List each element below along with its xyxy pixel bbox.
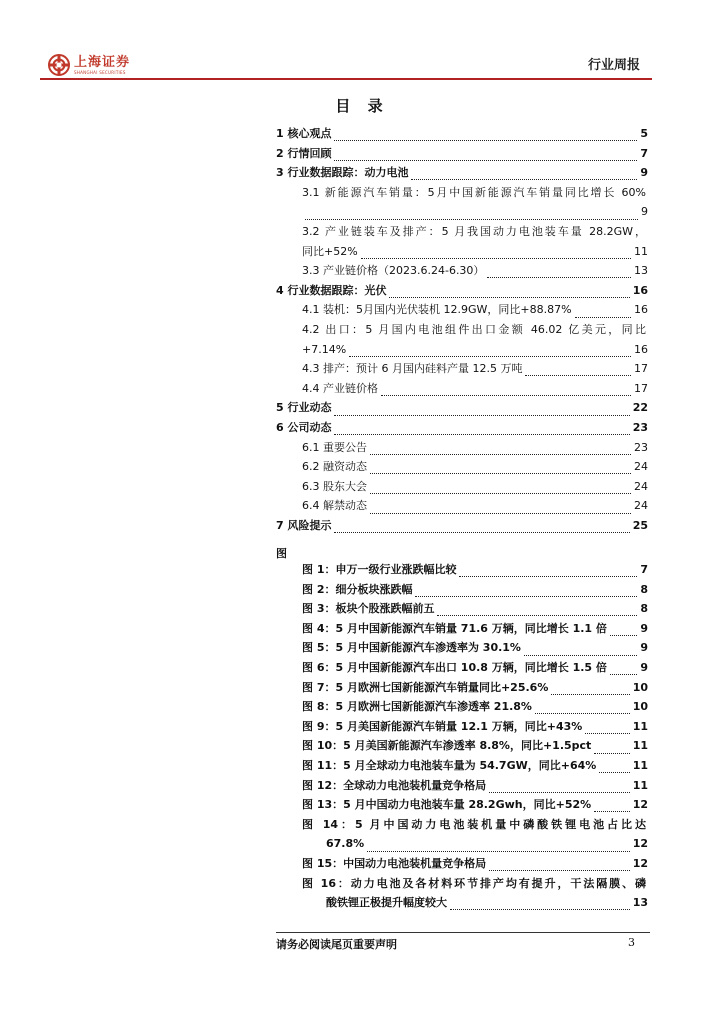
entry-page-number: 10: [632, 700, 648, 714]
entry-page-number: 16: [632, 283, 648, 297]
leader-dots: [585, 723, 629, 734]
leader-dots: [489, 860, 630, 871]
leader-dots: [361, 248, 631, 259]
entry-page-number: 22: [632, 401, 648, 415]
entry-page-number: 5: [640, 127, 648, 140]
leader-dots: [367, 841, 630, 852]
figure-entry[interactable]: [276, 874, 648, 894]
entry-label: 3.2 产业链装车及排产：5 月我国动力电池装车量 28.2GW，: [302, 222, 648, 242]
figure-entry[interactable]: [276, 795, 648, 815]
figure-entry[interactable]: [276, 619, 648, 639]
entry-page-number: 7: [640, 563, 648, 576]
entry-label: 同比+52%: [302, 242, 360, 262]
logo-chinese: 上海证券: [74, 54, 131, 70]
entry-page-number: 9: [641, 205, 648, 219]
toc-entry[interactable]: [276, 281, 648, 301]
entry-page-number: 11: [634, 244, 648, 258]
toc-subentry[interactable]: [276, 438, 648, 458]
entry-page-number: 7: [640, 146, 648, 160]
leader-dots: [610, 625, 637, 636]
entry-page-number: 12: [632, 856, 648, 870]
figure-entry[interactable]: [276, 599, 648, 619]
figure-entry[interactable]: [276, 736, 648, 756]
leader-dots: [305, 209, 638, 220]
entry-page-number: 16: [634, 303, 648, 317]
logo-english: SHANGHAI SECURITIES: [74, 69, 126, 75]
entry-label: 图 6：5 月中国新能源汽车出口 10.8 万辆，同比增长 1.5 倍: [302, 658, 609, 678]
toc-subentry[interactable]: [276, 320, 648, 340]
leader-dots: [437, 605, 637, 616]
figures-title: 图: [276, 547, 287, 560]
entry-page-number: 11: [632, 739, 648, 753]
leader-dots: [370, 444, 631, 455]
entry-label: 图 11：5 月全球动力电池装车量为 54.7GW，同比+64%: [302, 756, 598, 776]
entry-label: 7 风险提示: [276, 516, 333, 536]
entry-page-number: 24: [634, 460, 648, 474]
leader-dots: [381, 385, 631, 396]
report-type: 行业周报: [587, 58, 640, 73]
entry-label: 1 核心观点: [276, 124, 333, 144]
leader-dots: [389, 287, 629, 298]
leader-dots: [370, 463, 631, 474]
entry-label: 4.1 装机：5月国内光伏装机 12.9GW，同比+88.87%: [302, 300, 574, 320]
entry-label: +7.14%: [302, 340, 348, 360]
entry-label: 图 13：5 月中国动力电池装车量 28.2Gwh，同比+52%: [302, 795, 593, 815]
entry-page-number: 11: [632, 758, 648, 772]
leader-dots: [370, 503, 631, 514]
entry-label: 6.3 股东大会: [302, 477, 369, 497]
entry-label: 3.3 产业链价格（2023.6.24-6.30）: [302, 261, 486, 281]
toc-subentry[interactable]: [276, 457, 648, 477]
figure-entry[interactable]: [276, 697, 648, 717]
leader-dots: [599, 762, 629, 773]
toc-subentry[interactable]: [276, 340, 648, 360]
leader-dots: [334, 150, 637, 161]
leader-dots: [575, 307, 631, 318]
toc-entry[interactable]: [276, 163, 648, 183]
entry-page-number: 11: [632, 719, 648, 733]
entry-page-number: 9: [640, 641, 648, 655]
leader-dots: [524, 645, 637, 656]
figure-entry[interactable]: [276, 854, 648, 874]
header-divider: [40, 78, 652, 80]
toc-subentry[interactable]: [276, 477, 648, 497]
entry-label: 图 4：5 月中国新能源汽车销量 71.6 万辆，同比增长 1.1 倍: [302, 619, 609, 639]
entry-label: 4.4 产业链价格: [302, 379, 380, 399]
leader-dots: [487, 267, 631, 278]
footer-divider: [276, 932, 650, 933]
entry-label: 67.8%: [326, 834, 366, 854]
entry-page-number: 12: [632, 837, 648, 851]
figure-entry[interactable]: [276, 893, 648, 913]
entry-page-number: 23: [632, 420, 648, 434]
entry-label: 3.1 新能源汽车销量：5月中国新能源汽车销量同比增长 60%: [302, 183, 648, 203]
toc-subentry[interactable]: [276, 183, 648, 203]
entry-page-number: 12: [632, 798, 648, 812]
entry-label: 图 2：细分板块涨跌幅: [302, 580, 414, 600]
entry-page-number: 9: [640, 166, 648, 180]
entry-label: 4.2 出口：5 月国内电池组件出口金额 46.02 亿美元，同比: [302, 320, 648, 340]
figure-entry[interactable]: [276, 638, 648, 658]
page-header: [40, 48, 650, 76]
figure-entry[interactable]: [276, 678, 648, 698]
toc-subentry[interactable]: [276, 242, 648, 262]
leader-dots: [594, 743, 629, 754]
entry-label: 图 9：5 月美国新能源汽车销量 12.1 万辆，同比+43%: [302, 717, 584, 737]
entry-page-number: 9: [640, 621, 648, 635]
toc-entry[interactable]: [276, 398, 648, 418]
entry-page-number: 11: [632, 778, 648, 792]
leader-dots: [535, 703, 630, 714]
toc-title: 目 录: [335, 97, 389, 115]
entry-label: 酸铁锂正极提升幅度较大: [326, 893, 449, 913]
figure-entry[interactable]: [276, 776, 648, 796]
leader-dots: [334, 424, 629, 435]
toc-subentry[interactable]: [276, 496, 648, 516]
logo: [48, 54, 130, 76]
figure-entry[interactable]: [276, 834, 648, 854]
entry-page-number: 8: [640, 582, 648, 596]
entry-page-number: 10: [632, 680, 648, 694]
figure-entry[interactable]: [276, 580, 648, 600]
toc-entry[interactable]: [276, 516, 648, 536]
entry-label: 4 行业数据跟踪：光伏: [276, 281, 388, 301]
toc-subentry[interactable]: [276, 300, 648, 320]
entry-page-number: 13: [634, 264, 648, 278]
entry-label: 图 5：5 月中国新能源汽车渗透率为 30.1%: [302, 638, 523, 658]
leader-dots: [489, 782, 630, 793]
figure-entry[interactable]: [276, 756, 648, 776]
leader-dots: [610, 664, 637, 675]
entry-label: 6.1 重要公告: [302, 438, 369, 458]
entry-page-number: 9: [640, 660, 648, 674]
leader-dots: [334, 522, 629, 533]
toc-subentry[interactable]: [276, 379, 648, 399]
entry-page-number: 23: [634, 440, 648, 454]
entry-label: 图 14：5 月中国动力电池装机量中磷酸铁锂电池占比达: [302, 815, 648, 835]
figure-entry[interactable]: [276, 717, 648, 737]
entry-page-number: 24: [634, 499, 648, 513]
entry-label: 5 行业动态: [276, 398, 333, 418]
entry-label: 6.2 融资动态: [302, 457, 369, 477]
toc-entry[interactable]: [276, 124, 648, 144]
entry-page-number: 8: [640, 602, 648, 616]
figure-entry[interactable]: [276, 560, 648, 580]
toc-subentry[interactable]: [276, 261, 648, 281]
leader-dots: [334, 130, 637, 141]
entry-label: 6 公司动态: [276, 418, 333, 438]
entry-label: 图 7：5 月欧洲七国新能源汽车销量同比+25.6%: [302, 678, 550, 698]
figure-list: [276, 560, 648, 913]
entry-page-number: 16: [634, 342, 648, 356]
toc-entry[interactable]: [276, 418, 648, 438]
leader-dots: [594, 801, 630, 812]
entry-label: 图 1：申万一级行业涨跌幅比较: [302, 560, 458, 580]
entry-page-number: 17: [634, 381, 648, 395]
table-of-contents: [276, 124, 648, 535]
entry-label: 图 15：中国动力电池装机量竞争格局: [302, 854, 488, 874]
entry-label: 6.4 解禁动态: [302, 496, 369, 516]
figure-entry[interactable]: [276, 658, 648, 678]
entry-label: 图 10：5 月美国新能源汽车渗透率 8.8%，同比+1.5pct: [302, 736, 593, 756]
logo-icon: [48, 54, 70, 76]
leader-dots: [450, 899, 630, 910]
entry-label: 3 行业数据跟踪：动力电池: [276, 163, 410, 183]
leader-dots: [334, 405, 629, 416]
leader-dots: [525, 365, 631, 376]
leader-dots: [459, 566, 637, 577]
entry-label: 图 8：5 月欧洲七国新能源汽车渗透率 21.8%: [302, 697, 534, 717]
entry-label: 2 行情回顾: [276, 144, 333, 164]
toc-subentry[interactable]: [276, 359, 648, 379]
entry-page-number: 13: [632, 896, 648, 910]
figure-entry[interactable]: [276, 815, 648, 835]
entry-label: 4.3 排产：预计 6 月国内硅料产量 12.5 万吨: [302, 359, 524, 379]
entry-label: 图 16：动力电池及各材料环节排产均有提升，干法隔膜、磷: [302, 874, 648, 894]
toc-entry[interactable]: [276, 144, 648, 164]
leader-dots: [415, 586, 637, 597]
toc-subentry[interactable]: [276, 222, 648, 242]
footer-disclaimer: 请务必阅读尾页重要声明: [276, 938, 397, 951]
entry-page-number: 17: [634, 362, 648, 376]
leader-dots: [411, 169, 637, 180]
entry-page-number: 25: [632, 518, 648, 532]
entry-label: 图 3：板块个股涨跌幅前五: [302, 599, 436, 619]
page-number: 3: [628, 936, 635, 949]
entry-label: 图 12：全球动力电池装机量竞争格局: [302, 776, 488, 796]
leader-dots: [551, 684, 629, 695]
leader-dots: [370, 483, 631, 494]
leader-dots: [349, 346, 631, 357]
toc-subentry[interactable]: [276, 202, 648, 222]
entry-page-number: 24: [634, 479, 648, 493]
